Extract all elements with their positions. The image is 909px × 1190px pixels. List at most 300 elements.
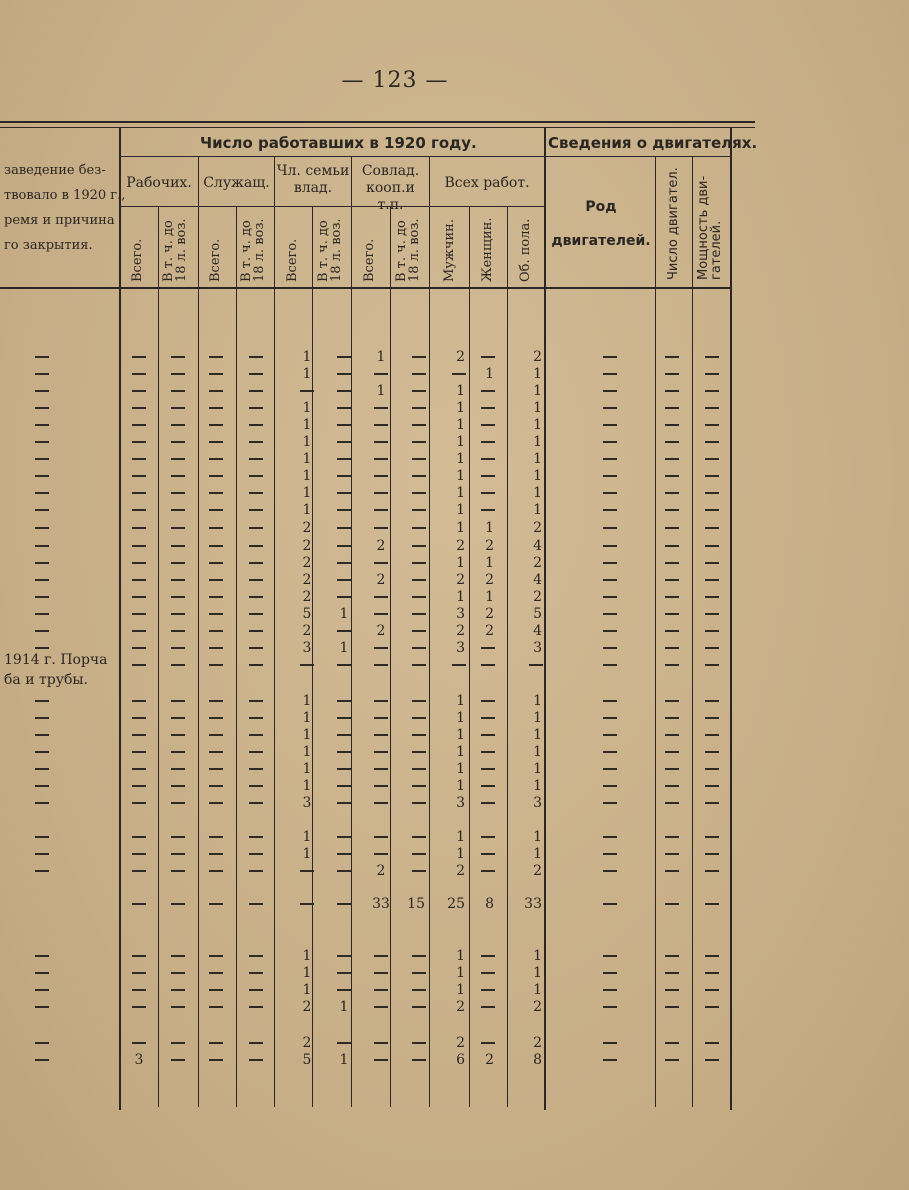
- table-cell-dash: [603, 836, 617, 838]
- table-cell-dash: [705, 630, 719, 632]
- table-cell-dash: [171, 989, 185, 991]
- table-cell-dash: [337, 390, 351, 392]
- table-cell-dash: [374, 647, 388, 649]
- table-cell-dash: [132, 870, 146, 872]
- table-cell-dash: [171, 1006, 185, 1008]
- table-cell-dash: [132, 664, 146, 666]
- table-cell-dash: [603, 630, 617, 632]
- table-cell-dash: [171, 664, 185, 666]
- table-cell-dash: [35, 1059, 49, 1061]
- table-cell-dash: [209, 734, 223, 736]
- table-cell-dash: [705, 458, 719, 460]
- table-cell-dash: [337, 802, 351, 804]
- table-cell-dash: [412, 596, 426, 598]
- table-cell-dash: [374, 613, 388, 615]
- table-cell: 1: [533, 451, 542, 467]
- table-cell-dash: [412, 1042, 426, 1044]
- table-cell-dash: [132, 373, 146, 375]
- table-cell-dash: [412, 647, 426, 649]
- table-cell-dash: [249, 989, 263, 991]
- table-cell-dash: [374, 700, 388, 702]
- table-cell-dash: [300, 390, 314, 392]
- table-cell: 2: [302, 520, 312, 536]
- table-cell-dash: [705, 475, 719, 477]
- table-cell-dash: [132, 596, 146, 598]
- table-cell-dash: [209, 545, 223, 547]
- table-cell-dash: [249, 492, 263, 494]
- table-cell-dash: [249, 562, 263, 564]
- table-cell-dash: [249, 802, 263, 804]
- table-cell-dash: [603, 373, 617, 375]
- table-cell-dash: [603, 407, 617, 409]
- table-cell: 1: [456, 417, 465, 433]
- table-cell-dash: [374, 989, 388, 991]
- rule-v-4: [429, 157, 430, 1107]
- table-cell: 1: [376, 349, 386, 365]
- table-cell-dash: [209, 647, 223, 649]
- table-cell-dash: [705, 989, 719, 991]
- table-cell-dash: [603, 545, 617, 547]
- table-cell: 8: [485, 896, 494, 912]
- table-cell-dash: [665, 441, 679, 443]
- table-cell-dash: [481, 407, 495, 409]
- table-cell-dash: [171, 562, 185, 564]
- table-cell-dash: [412, 424, 426, 426]
- table-cell-dash: [35, 630, 49, 632]
- table-cell-dash: [705, 700, 719, 702]
- col-label-ob-pola: Об. пола.: [518, 218, 533, 282]
- table-cell: 2: [302, 555, 312, 571]
- table-cell-dash: [665, 630, 679, 632]
- table-cell-dash: [300, 664, 314, 666]
- table-cell-dash: [171, 390, 185, 392]
- table-cell-dash: [35, 717, 49, 719]
- table-cell-dash: [603, 390, 617, 392]
- table-cell-dash: [171, 717, 185, 719]
- table-cell-dash: [337, 596, 351, 598]
- table-cell-dash: [337, 373, 351, 375]
- table-cell-dash: [337, 475, 351, 477]
- table-cell-dash: [603, 1006, 617, 1008]
- table-cell-dash: [249, 955, 263, 957]
- table-cell-dash: [35, 700, 49, 702]
- table-cell-dash: [35, 579, 49, 581]
- table-cell-dash: [337, 734, 351, 736]
- table-cell: 2: [376, 623, 386, 639]
- table-cell: 1: [456, 982, 465, 998]
- table-cell-dash: [603, 647, 617, 649]
- table-cell-dash: [35, 475, 49, 477]
- table-cell-dash: [171, 545, 185, 547]
- table-cell-dash: [705, 562, 719, 564]
- col-label-line: Мощность дви-: [696, 175, 711, 280]
- rule-v-8: [390, 207, 391, 1107]
- left-header-line: твовало в 1920 г.,: [4, 188, 126, 203]
- table-cell-dash: [665, 836, 679, 838]
- table-cell: 1: [533, 778, 542, 794]
- table-cell: 1: [533, 366, 542, 382]
- col-label-line: В т. ч. до: [394, 220, 409, 282]
- table-cell-dash: [132, 751, 146, 753]
- table-cell-dash: [481, 989, 495, 991]
- table-cell-dash: [603, 441, 617, 443]
- table-cell: 2: [485, 1052, 494, 1068]
- table-cell-dash: [705, 853, 719, 855]
- table-cell-dash: [35, 356, 49, 358]
- table-cell-dash: [603, 562, 617, 564]
- table-cell-dash: [705, 1006, 719, 1008]
- table-cell: 1: [533, 965, 542, 981]
- table-cell-dash: [412, 853, 426, 855]
- table-cell-dash: [337, 1042, 351, 1044]
- table-cell-dash: [337, 903, 351, 905]
- col-label-line: 18 л. воз.: [174, 218, 189, 282]
- table-cell: 3: [456, 640, 465, 656]
- table-cell: 1: [456, 829, 465, 845]
- table-cell: 2: [533, 1035, 542, 1051]
- table-cell: 1: [302, 965, 312, 981]
- table-cell-dash: [665, 972, 679, 974]
- table-cell: 3: [134, 1052, 144, 1068]
- table-cell-dash: [209, 630, 223, 632]
- table-cell: 1: [302, 417, 312, 433]
- table-cell-dash: [249, 734, 263, 736]
- table-cell: 1: [533, 982, 542, 998]
- table-cell-dash: [705, 545, 719, 547]
- table-cell-dash: [249, 579, 263, 581]
- table-cell-dash: [705, 734, 719, 736]
- subgroup-line: кооп.и т.п.: [366, 180, 415, 213]
- table-cell-dash: [452, 664, 466, 666]
- table-cell-dash: [665, 356, 679, 358]
- table-cell-dash: [665, 407, 679, 409]
- table-cell-dash: [412, 768, 426, 770]
- table-cell: 1: [302, 727, 312, 743]
- table-cell-dash: [337, 955, 351, 957]
- table-cell: 1: [456, 761, 465, 777]
- table-cell-dash: [603, 785, 617, 787]
- table-cell-dash: [412, 751, 426, 753]
- table-cell: 2: [533, 863, 542, 879]
- table-cell-dash: [132, 853, 146, 855]
- table-cell-dash: [412, 441, 426, 443]
- subgroup-line: Чл. семьи: [276, 163, 350, 179]
- table-cell: 1: [302, 468, 312, 484]
- table-cell-dash: [603, 1059, 617, 1061]
- table-cell-dash: [132, 1006, 146, 1008]
- table-cell-dash: [337, 441, 351, 443]
- table-cell-dash: [705, 373, 719, 375]
- col-label-rod-dvig: [548, 190, 654, 258]
- table-cell-dash: [374, 475, 388, 477]
- table-cell-dash: [665, 802, 679, 804]
- table-cell-dash: [337, 700, 351, 702]
- table-cell-dash: [412, 1059, 426, 1061]
- table-cell-dash: [35, 373, 49, 375]
- table-cell-dash: [35, 1042, 49, 1044]
- table-cell: 2: [485, 606, 494, 622]
- table-cell: 6: [456, 1052, 465, 1068]
- table-cell: 1: [456, 710, 465, 726]
- table-cell-dash: [374, 664, 388, 666]
- table-cell: 1: [485, 520, 494, 536]
- table-cell: 1: [456, 485, 465, 501]
- table-cell: 2: [456, 623, 465, 639]
- table-cell-dash: [705, 751, 719, 753]
- col-label-vsego: Всего.: [208, 238, 223, 282]
- table-cell-dash: [132, 734, 146, 736]
- table-cell: 1: [302, 502, 312, 518]
- table-cell-dash: [132, 613, 146, 615]
- table-cell-dash: [603, 717, 617, 719]
- table-cell-dash: [374, 596, 388, 598]
- table-cell: 1: [339, 640, 349, 656]
- col-label-chislo-dvig: Число двигател.: [666, 167, 681, 280]
- table-cell-dash: [209, 700, 223, 702]
- table-cell-dash: [209, 613, 223, 615]
- table-cell-dash: [249, 903, 263, 905]
- table-cell-dash: [337, 664, 351, 666]
- table-cell: 1: [302, 846, 312, 862]
- table-cell: 1: [533, 400, 542, 416]
- table-cell: 1: [302, 761, 312, 777]
- table-cell-dash: [665, 527, 679, 529]
- table-cell-dash: [249, 441, 263, 443]
- table-cell-dash: [209, 802, 223, 804]
- table-cell-dash: [665, 579, 679, 581]
- rule-v-10: [507, 207, 508, 1107]
- table-cell-dash: [249, 475, 263, 477]
- table-cell: 2: [376, 572, 386, 588]
- table-cell-dash: [412, 989, 426, 991]
- table-cell: 1: [339, 999, 349, 1015]
- table-cell-dash: [249, 768, 263, 770]
- table-cell-dash: [35, 613, 49, 615]
- col-label-v-t-ch: [317, 212, 343, 282]
- table-cell-dash: [132, 700, 146, 702]
- table-cell-dash: [337, 785, 351, 787]
- table-cell: 2: [302, 538, 312, 554]
- table-cell-dash: [35, 545, 49, 547]
- table-cell-dash: [209, 955, 223, 957]
- table-cell-dash: [171, 836, 185, 838]
- table-cell-dash: [35, 647, 49, 649]
- table-cell: 1: [456, 520, 465, 536]
- col-label-v-t-ch: [395, 212, 421, 282]
- table-cell-dash: [374, 441, 388, 443]
- table-cell-dash: [171, 356, 185, 358]
- table-cell-dash: [412, 527, 426, 529]
- table-cell-dash: [132, 972, 146, 974]
- table-cell-dash: [132, 630, 146, 632]
- table-cell-dash: [665, 989, 679, 991]
- table-cell-dash: [705, 647, 719, 649]
- table-cell-dash: [412, 475, 426, 477]
- table-cell-dash: [171, 527, 185, 529]
- left-header-line: ремя и причина: [4, 213, 115, 228]
- table-cell-dash: [132, 475, 146, 477]
- table-cell-dash: [603, 751, 617, 753]
- table-cell-dash: [705, 836, 719, 838]
- table-cell-dash: [603, 1042, 617, 1044]
- table-cell-dash: [481, 1042, 495, 1044]
- rule-v-2: [274, 157, 275, 1107]
- table-cell: 2: [376, 538, 386, 554]
- table-cell: 1: [456, 727, 465, 743]
- table-cell-dash: [603, 802, 617, 804]
- table-cell-dash: [35, 1006, 49, 1008]
- table-cell-dash: [35, 441, 49, 443]
- table-cell-dash: [665, 458, 679, 460]
- table-cell-dash: [209, 596, 223, 598]
- table-cell-dash: [132, 562, 146, 564]
- table-cell-dash: [337, 717, 351, 719]
- table-cell-dash: [337, 853, 351, 855]
- table-cell-dash: [705, 424, 719, 426]
- table-cell-dash: [132, 527, 146, 529]
- table-cell-dash: [249, 853, 263, 855]
- table-cell-dash: [374, 853, 388, 855]
- table-cell-dash: [481, 647, 495, 649]
- table-cell: 2: [485, 538, 494, 554]
- col-label-vsego: Всего.: [130, 238, 145, 282]
- table-cell-dash: [132, 717, 146, 719]
- table-cell-dash: [132, 356, 146, 358]
- table-cell-dash: [171, 407, 185, 409]
- table-cell-dash: [337, 527, 351, 529]
- table-cell-dash: [603, 853, 617, 855]
- table-cell: 2: [533, 520, 542, 536]
- table-cell-dash: [337, 579, 351, 581]
- table-cell-dash: [249, 785, 263, 787]
- rule-v-engines: [544, 128, 546, 1110]
- table-cell: 1: [533, 693, 542, 709]
- table-cell: 3: [533, 795, 542, 811]
- table-cell-dash: [481, 717, 495, 719]
- table-cell: 1: [456, 744, 465, 760]
- table-cell: 1: [533, 485, 542, 501]
- table-cell-dash: [249, 596, 263, 598]
- table-cell-dash: [35, 870, 49, 872]
- table-cell: 2: [456, 863, 465, 879]
- table-cell-dash: [209, 407, 223, 409]
- table-cell-dash: [337, 972, 351, 974]
- table-cell-dash: [35, 836, 49, 838]
- table-cell: 5: [302, 1052, 312, 1068]
- table-cell: 1: [302, 710, 312, 726]
- closure-note: [4, 650, 108, 690]
- table-cell-dash: [132, 955, 146, 957]
- table-cell-dash: [412, 579, 426, 581]
- table-cell-dash: [603, 424, 617, 426]
- table-cell-dash: [171, 647, 185, 649]
- col-label-line: В т. ч. до: [161, 220, 176, 282]
- table-cell-dash: [665, 700, 679, 702]
- table-cell-dash: [665, 509, 679, 511]
- table-cell-dash: [412, 955, 426, 957]
- table-cell: 1: [339, 1052, 349, 1068]
- table-cell-dash: [603, 734, 617, 736]
- table-cell-dash: [665, 853, 679, 855]
- table-cell: 1: [302, 982, 312, 998]
- table-cell-dash: [171, 475, 185, 477]
- table-cell-dash: [209, 717, 223, 719]
- table-cell: 1: [376, 383, 386, 399]
- table-cell: 2: [302, 1035, 312, 1051]
- note-line: 1914 г. Порча: [4, 652, 108, 668]
- table-cell-dash: [337, 458, 351, 460]
- table-cell-dash: [35, 596, 49, 598]
- rule-v-1: [198, 157, 199, 1107]
- table-cell-dash: [300, 870, 314, 872]
- table-cell-dash: [209, 475, 223, 477]
- table-cell-dash: [374, 972, 388, 974]
- table-cell-dash: [412, 700, 426, 702]
- note-line: ба и трубы.: [4, 672, 88, 688]
- table-cell-dash: [412, 407, 426, 409]
- table-cell: 1: [533, 434, 542, 450]
- table-cell-dash: [481, 390, 495, 392]
- table-cell-dash: [603, 768, 617, 770]
- table-cell: 1: [533, 829, 542, 845]
- table-cell-dash: [249, 424, 263, 426]
- table-cell: 1: [456, 846, 465, 862]
- table-cell-dash: [705, 527, 719, 529]
- table-cell-dash: [249, 870, 263, 872]
- table-cell: 2: [302, 999, 312, 1015]
- table-cell-dash: [705, 802, 719, 804]
- col-label-line: В т. ч. до: [316, 220, 331, 282]
- col-label-v-t-ch: [162, 212, 188, 282]
- table-cell-dash: [171, 1059, 185, 1061]
- table-cell-dash: [705, 509, 719, 511]
- left-header-line: го закрытия.: [4, 238, 93, 253]
- table-cell-dash: [337, 407, 351, 409]
- table-cell-dash: [665, 785, 679, 787]
- table-cell-dash: [171, 596, 185, 598]
- col-label-line: В т. ч. до: [239, 220, 254, 282]
- table-cell-dash: [35, 785, 49, 787]
- table-cell-dash: [412, 664, 426, 666]
- table-cell: 1: [456, 693, 465, 709]
- table-cell-dash: [603, 664, 617, 666]
- table-cell-dash: [35, 492, 49, 494]
- table-cell-dash: [412, 545, 426, 547]
- table-cell-dash: [209, 356, 223, 358]
- table-cell: 1: [456, 965, 465, 981]
- table-cell: 2: [456, 1035, 465, 1051]
- table-cell-dash: [171, 441, 185, 443]
- table-cell-dash: [481, 475, 495, 477]
- table-cell-dash: [35, 989, 49, 991]
- table-cell-dash: [665, 596, 679, 598]
- table-cell-dash: [665, 903, 679, 905]
- table-cell-dash: [249, 356, 263, 358]
- table-cell-dash: [209, 1006, 223, 1008]
- table-cell: 1: [533, 744, 542, 760]
- table-cell: 1: [456, 778, 465, 794]
- table-cell-dash: [132, 407, 146, 409]
- table-cell-dash: [209, 853, 223, 855]
- left-header-line: заведение без-: [4, 163, 106, 178]
- table-cell: 1: [456, 502, 465, 518]
- table-cell-dash: [132, 802, 146, 804]
- table-cell-dash: [300, 903, 314, 905]
- table-cell-dash: [249, 836, 263, 838]
- table-cell-dash: [171, 700, 185, 702]
- table-cell-dash: [481, 1006, 495, 1008]
- table-cell-dash: [374, 1042, 388, 1044]
